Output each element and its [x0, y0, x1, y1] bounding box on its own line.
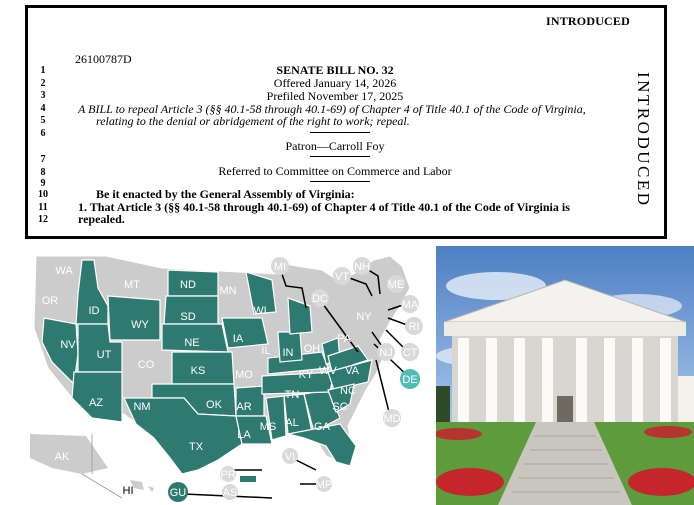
label-mp: MP — [315, 479, 333, 491]
bill-summary-line1: A BILL to repeal Article 3 (§§ 40.1-58 through 40.1-69) of Chapter 4 of Title 40.1 of the Code of Virginia, — [78, 102, 586, 116]
label-il: IL — [261, 345, 271, 357]
line-number: 4 — [40, 103, 46, 114]
label-nd: ND — [180, 279, 196, 291]
state-ia — [222, 318, 268, 348]
enacting-clause: Be it enacted by the General Assembly of Virginia: — [96, 187, 355, 201]
label-de: DE — [402, 374, 418, 386]
capitol-entablature — [444, 322, 686, 336]
label-nh: NH — [354, 261, 370, 273]
flowers-left-far — [436, 428, 482, 440]
label-ny: NY — [356, 311, 372, 323]
bill-document — [25, 5, 667, 239]
bill-title: SENATE BILL NO. 32 — [276, 63, 394, 77]
divider — [310, 181, 370, 182]
line-number: 8 — [40, 167, 46, 178]
flowers-right-far — [644, 426, 692, 438]
line-number: 1 — [40, 65, 46, 76]
line-number: 9 — [40, 178, 46, 189]
label-az: AZ — [88, 397, 104, 409]
label-gu: GU — [169, 487, 187, 499]
label-mt: MT — [124, 279, 140, 291]
pr-island — [240, 476, 256, 482]
label-pr: PR — [220, 469, 236, 481]
label-sc: SC — [332, 401, 348, 413]
label-ct: CT — [402, 347, 418, 359]
label-as: AS — [222, 487, 238, 499]
state-wy — [108, 296, 160, 340]
label-sd: SD — [180, 311, 196, 323]
introduced-side-text: INTRODUCED — [634, 72, 653, 208]
line-number: 10 — [38, 189, 48, 200]
label-or: OR — [41, 295, 59, 307]
label-vt: VT — [334, 271, 350, 283]
label-in: IN — [282, 347, 294, 359]
label-al: AL — [285, 417, 299, 429]
label-ri: RI — [408, 321, 420, 333]
label-ar: AR — [236, 401, 252, 413]
label-wa: WA — [55, 265, 73, 277]
virginia-capitol-photo — [436, 246, 694, 505]
label-va: VA — [345, 365, 359, 377]
trees-left — [436, 386, 450, 426]
committee-referral: Referred to Committee on Commerce and Labor — [218, 164, 452, 178]
line-number: 3 — [40, 90, 46, 101]
flowers-right — [628, 468, 694, 496]
bill-code: 26100787D — [75, 52, 132, 66]
label-pa: PA — [337, 333, 351, 345]
label-wv: WV — [319, 365, 337, 377]
divider — [310, 132, 370, 133]
label-ia: IA — [232, 333, 244, 345]
section1-line1: 1. That Article 3 (§§ 40.1-58 through 40.1-69) of Chapter 4 of Title 40.1 of the Code of Virginia is — [78, 200, 570, 214]
label-nm: NM — [133, 401, 151, 413]
label-ca: CA — [36, 369, 52, 381]
flowers-left — [436, 468, 504, 496]
line-number: 5 — [40, 115, 46, 126]
label-tx: TX — [188, 441, 204, 453]
label-ma: MA — [401, 299, 419, 311]
label-md: MD — [383, 413, 401, 425]
line-number: 11 — [38, 202, 48, 213]
line-number: 2 — [40, 78, 46, 89]
label-mn: MN — [219, 285, 237, 297]
label-nv: NV — [60, 339, 76, 351]
label-vi: VI — [284, 451, 296, 463]
us-right-to-work-map — [22, 248, 430, 505]
label-ne: NE — [184, 337, 200, 349]
label-ms: MS — [259, 421, 277, 433]
label-hi: HI — [122, 485, 134, 497]
label-ok: OK — [206, 399, 222, 411]
prefiled-date: Prefiled November 17, 2025 — [266, 89, 404, 103]
label-ak: AK — [54, 451, 70, 463]
label-mi: MI — [273, 261, 287, 273]
state-hi — [130, 480, 154, 492]
label-nj: NJ — [379, 347, 393, 359]
introduced-stamp-side — [628, 70, 662, 242]
label-mo: MO — [235, 369, 253, 381]
label-nc: NC — [340, 385, 356, 397]
bill-summary-line2: relating to the denial or abridgement of the right to work; repeal. — [96, 114, 410, 128]
introduced-stamp-top: INTRODUCED — [545, 14, 630, 28]
label-ut: UT — [96, 349, 112, 361]
label-co: CO — [137, 359, 155, 371]
label-wi: WI — [253, 305, 267, 317]
capitol-door — [557, 396, 573, 422]
label-fl: FL — [337, 463, 351, 475]
line-number: 12 — [38, 214, 48, 225]
label-oh: OH — [303, 343, 321, 355]
callout-line-md — [376, 360, 390, 416]
line-number: 6 — [40, 128, 46, 139]
section1-line2: repealed. — [78, 212, 125, 226]
patron: Patron—Carroll Foy — [285, 139, 385, 153]
label-ks: KS — [190, 365, 206, 377]
label-ga: GA — [314, 421, 330, 433]
label-tn: TN — [284, 389, 300, 401]
label-la: LA — [237, 429, 251, 441]
divider — [310, 156, 370, 157]
label-ky: KY — [298, 369, 314, 381]
label-id: ID — [88, 305, 100, 317]
label-dc: DC — [312, 293, 328, 305]
offered-date: Offered January 14, 2026 — [273, 76, 397, 90]
label-wy: WY — [131, 319, 149, 331]
label-me: ME — [387, 279, 405, 291]
line-number: 7 — [40, 154, 46, 165]
